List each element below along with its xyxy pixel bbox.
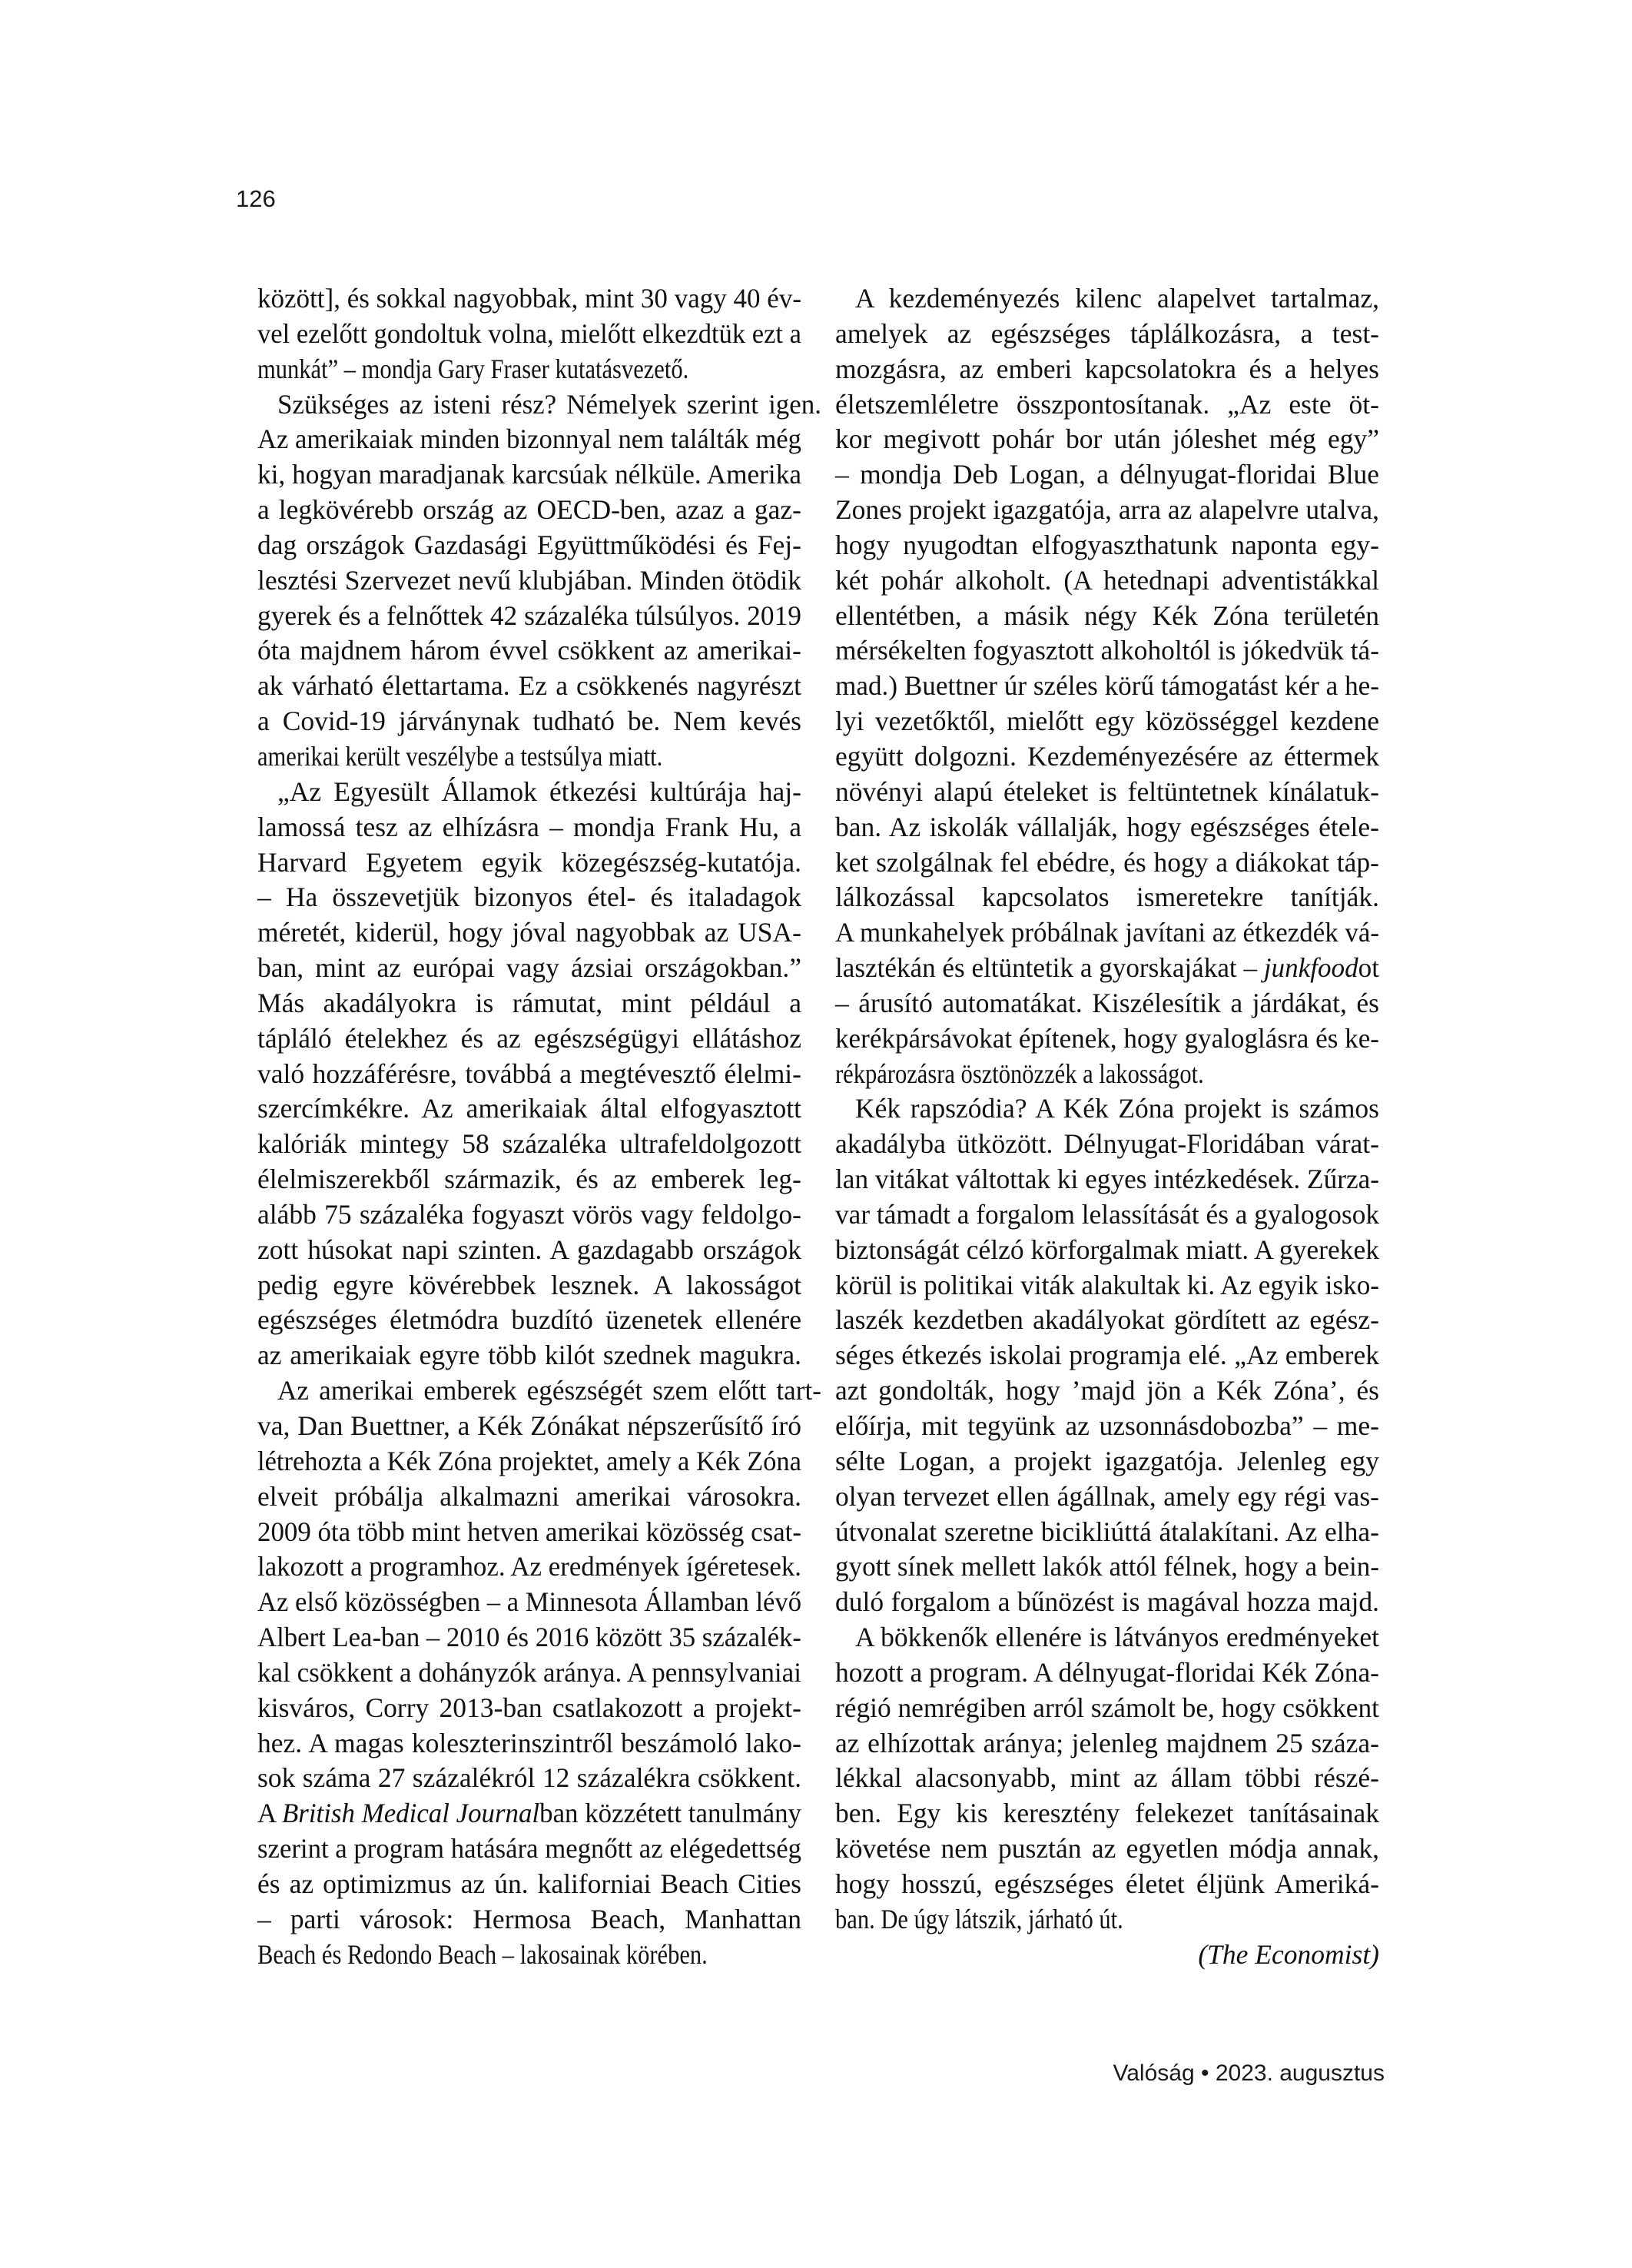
text-line: lan vitákat váltottak ki egyes intézkedések. Zűrza-: [835, 1164, 1379, 1195]
page-number: 126: [236, 185, 276, 212]
text-line: 2009 óta több mint hetven amerikai közösség csat-: [257, 1516, 801, 1547]
text-line: amerikai került veszélybe a testsúlya miatt.: [257, 740, 663, 772]
text-line: és az optimizmus az ún. kaliforniai Beach Cities: [257, 1868, 801, 1899]
text-line: méretét, kiderül, hogy jóval nagyobbak az USA-: [257, 917, 801, 948]
italic-title: British Medical Journal: [281, 1798, 540, 1829]
text-line: amelyek az egészséges táplálkozásra, a test-: [835, 317, 1379, 349]
text-line: tápláló ételekhez és az egészségügyi ellátáshoz: [257, 1022, 801, 1054]
text-line: kor megivott pohár bor után jóleshet még egy”: [835, 423, 1379, 455]
text-line: va, Dan Buettner, a Kék Zónákat népszerűsítő író: [257, 1410, 801, 1441]
text-line: – Ha összevetjük bizonyos étel- és italadagok: [257, 882, 801, 913]
text-line: lesztési Szervezet nevű klubjában. Minden ötödik: [257, 564, 801, 596]
text-line: hez. A magas koleszterinszintről beszámoló lako-: [257, 1727, 801, 1758]
text-line: séges étkezés iskolai programja elé. „Az emberek: [835, 1340, 1379, 1371]
text-line: Beach és Redondo Beach – lakosainak körében.: [257, 1938, 708, 1970]
text-line: kerékpársávokat építenek, hogy gyaloglásra és ke-: [835, 1022, 1379, 1054]
article-column-left: [257, 281, 821, 1973]
text-line: munkát” – mondja Gary Fraser kutatásvezető.: [257, 353, 689, 384]
text-line: A kezdeményezés kilenc alapelvet tartalmaz,: [855, 283, 1379, 314]
text-line: ban, mint az európai vagy ázsiai országokban.”: [257, 952, 801, 984]
text-line: mad.) Buettner úr széles körű támogatást kér a he-: [835, 670, 1379, 702]
text-line: szerint a program hatására megnőtt az elégedettség: [257, 1833, 801, 1865]
text-segment: ban közzétett tanulmány: [539, 1798, 801, 1829]
text-line: – árusító automatákat. Kiszélesítik a járdákat, és: [835, 987, 1379, 1018]
text-line: mozgásra, az emberi kapcsolatokra és a helyes: [835, 353, 1379, 384]
text-line: az elhízottak aránya; jelenleg majdnem 25 száza-: [835, 1727, 1379, 1758]
text-line: akadályba ütközött. Délnyugat-Floridában várat-: [835, 1128, 1379, 1160]
text-line: szercímkékre. Az amerikaiak által elfogyasztott: [257, 1093, 801, 1124]
text-line: Az első közösségben – a Minnesota Államban lévő: [257, 1586, 801, 1618]
text-line: körül is politikai viták alakultak ki. Az egyik isko-: [835, 1269, 1379, 1300]
text-line: növényi alapú ételeket is feltüntetnek kínálatuk-: [835, 775, 1379, 807]
text-line: sok száma 27 százalékról 12 százalékra csökkent.: [257, 1762, 801, 1794]
text-line: zott húsokat napi szinten. A gazdagabb országok: [257, 1234, 801, 1265]
text-line: alább 75 százaléka fogyaszt vörös vagy feldolgo-: [257, 1198, 801, 1230]
text-line: útvonalat szeretne bicikliúttá átalakítani. Az elha-: [835, 1516, 1379, 1547]
text-line: létrehozta a Kék Zóna projektet, amely a Kék Zóna: [257, 1445, 801, 1476]
page-footer: Valóság • 2023. augusztus: [1113, 2060, 1385, 2086]
text-line: Az amerikai emberek egészségét szem előtt tart-: [277, 1375, 821, 1406]
text-line: rékpározásra ösztönözzék a lakosságot.: [835, 1058, 1204, 1089]
article-source: (The Economist): [1198, 1938, 1379, 1970]
article-column-right: [835, 281, 1379, 1973]
text-line: lékkal alacsonyabb, mint az állam többi részé-: [835, 1762, 1379, 1794]
text-line: lálkozással kapcsolatos ismeretekre tanítják.: [835, 882, 1379, 913]
text-line: ak várható élettartama. Ez a csökkenés nagyrészt: [257, 670, 801, 702]
text-line: vel ezelőtt gondoltuk volna, mielőtt elkezdtük ezt a: [257, 317, 801, 349]
text-line: olyan tervezet ellen ágállnak, amely egy régi vas-: [835, 1480, 1379, 1512]
text-segment: lasztékán és eltüntetik a gyorskajákat –: [835, 952, 1264, 984]
text-line: azt gondolták, hogy ’majd jön a Kék Zóna’, és: [835, 1375, 1379, 1406]
text-line: ben. Egy kis keresztény felekezet tanításainak: [835, 1798, 1379, 1829]
text-line: való hozzáférésre, továbbá a megtévesztő élelmi-: [257, 1058, 801, 1089]
text-line: A bökkenők ellenére is látványos eredményeket: [855, 1622, 1379, 1653]
text-line: élelmiszerekből származik, és az emberek leg-: [257, 1164, 801, 1195]
text-line: pedig egyre kövérebbek lesznek. A lakosságot: [257, 1269, 801, 1300]
text-line: Más akadályokra is rámutat, mint például a: [257, 987, 801, 1018]
text-line: „Az Egyesült Államok étkezési kultúrája haj-: [277, 775, 801, 807]
text-line: [257, 1796, 801, 1831]
text-line: laszék kezdetben akadályokat gördített az egész-: [835, 1304, 1379, 1336]
text-line: Zones projekt igazgatója, arra az alapelvre utalva,: [835, 494, 1379, 526]
text-line: ellentétben, a másik négy Kék Zóna területén: [835, 599, 1379, 631]
text-line: ki, hogyan maradjanak karcsúak nélküle. Amerika: [257, 459, 801, 490]
text-segment: A: [257, 1798, 282, 1829]
text-line: lamossá tesz az elhízásra – mondja Frank Hu, a: [257, 811, 801, 842]
text-line: Szükséges az isteni rész? Némelyek szerint igen.: [277, 388, 821, 420]
text-line: egészséges életmódra buzdító üzenetek ellenére: [257, 1304, 801, 1336]
text-line: Kék rapszódia? A Kék Zóna projekt is számos: [855, 1093, 1379, 1124]
text-line: Az amerikaiak minden bizonnyal nem találták még: [257, 423, 801, 455]
text-line: régió nemrégiben arról számolt be, hogy csökkent: [835, 1692, 1379, 1723]
text-line: az amerikaiak egyre több kilót szednek magukra.: [257, 1340, 801, 1371]
text-line: ban. Az iskolák vállalják, hogy egészséges étele-: [835, 811, 1379, 842]
text-line: biztonságát célzó körforgalmak miatt. A gyerekek: [835, 1234, 1379, 1265]
text-line: var támadt a forgalom lelassítását és a gyalogosok: [835, 1198, 1379, 1230]
text-line: gyerek és a felnőttek 42 százaléka túlsúlyos. 2019: [257, 599, 801, 631]
text-line: Albert Lea-ban – 2010 és 2016 között 35 százalék-: [257, 1622, 801, 1653]
text-line: között], és sokkal nagyobbak, mint 30 vagy 40 év-: [257, 283, 801, 314]
text-line: Harvard Egyetem egyik közegészség-kutatója.: [257, 846, 801, 878]
text-line: együtt dolgozni. Kezdeményezésére az éttermek: [835, 740, 1379, 772]
text-line: kalóriák mintegy 58 százaléka ultrafeldolgozott: [257, 1128, 801, 1160]
text-line: óta majdnem három évvel csökkent az amerikai-: [257, 635, 801, 666]
text-line: [835, 951, 1379, 986]
text-segment: ot: [1358, 952, 1379, 984]
text-line: kisváros, Corry 2013-ban csatlakozott a projekt-: [257, 1692, 801, 1723]
italic-title: junkfood: [1263, 952, 1358, 984]
text-line: ket szolgálnak fel ebédre, és hogy a diákokat táp-: [835, 846, 1379, 878]
text-line: a Covid-19 járványnak tudható be. Nem kevés: [257, 706, 801, 737]
text-line: követése nem pusztán az egyetlen módja annak,: [835, 1833, 1379, 1865]
text-line: gyott sínek mellett lakók attól félnek, hogy a bein-: [835, 1551, 1379, 1582]
text-line: dag országok Gazdasági Együttműködési és Fej-: [257, 529, 801, 560]
text-line: ban. De úgy látszik, járható út.: [835, 1903, 1123, 1934]
text-line: hogy hosszú, egészséges életet éljünk Ameriká-: [835, 1868, 1379, 1899]
text-line: A munkahelyek próbálnak javítani az étkezdék vá-: [835, 917, 1379, 948]
text-line: duló forgalom a bűnözést is magával hozza majd.: [835, 1586, 1379, 1618]
text-line: – parti városok: Hermosa Beach, Manhattan: [257, 1903, 801, 1934]
text-line: a legkövérebb ország az OECD-ben, azaz a gaz-: [257, 494, 801, 526]
text-line: életszemléletre összpontosítanak. „Az este öt-: [835, 388, 1379, 420]
text-line: hozott a program. A délnyugat-floridai Kék Zóna-: [835, 1656, 1379, 1688]
text-line: – mondja Deb Logan, a délnyugat-floridai Blue: [835, 459, 1379, 490]
text-line: két pohár alkoholt. (A hetednapi adventistákkal: [835, 564, 1379, 596]
text-line: lakozott a programhoz. Az eredmények ígéretesek.: [257, 1551, 801, 1582]
text-line: kal csökkent a dohányzók aránya. A pennsylvaniai: [257, 1656, 801, 1688]
text-line: hogy nyugodtan elfogyaszthatunk naponta egy-: [835, 529, 1379, 560]
text-line: előírja, mit tegyünk az uzsonnásdobozba” – me-: [835, 1410, 1379, 1441]
text-line: elveit próbálja alkalmazni amerikai városokra.: [257, 1480, 801, 1512]
text-line: mérsékelten fogyasztott alkoholtól is jókedvük tá-: [835, 635, 1379, 666]
text-line: lyi vezetőktől, mielőtt egy közösséggel kezdene: [835, 706, 1379, 737]
text-line: sélte Logan, a projekt igazgatója. Jelenleg egy: [835, 1445, 1379, 1476]
